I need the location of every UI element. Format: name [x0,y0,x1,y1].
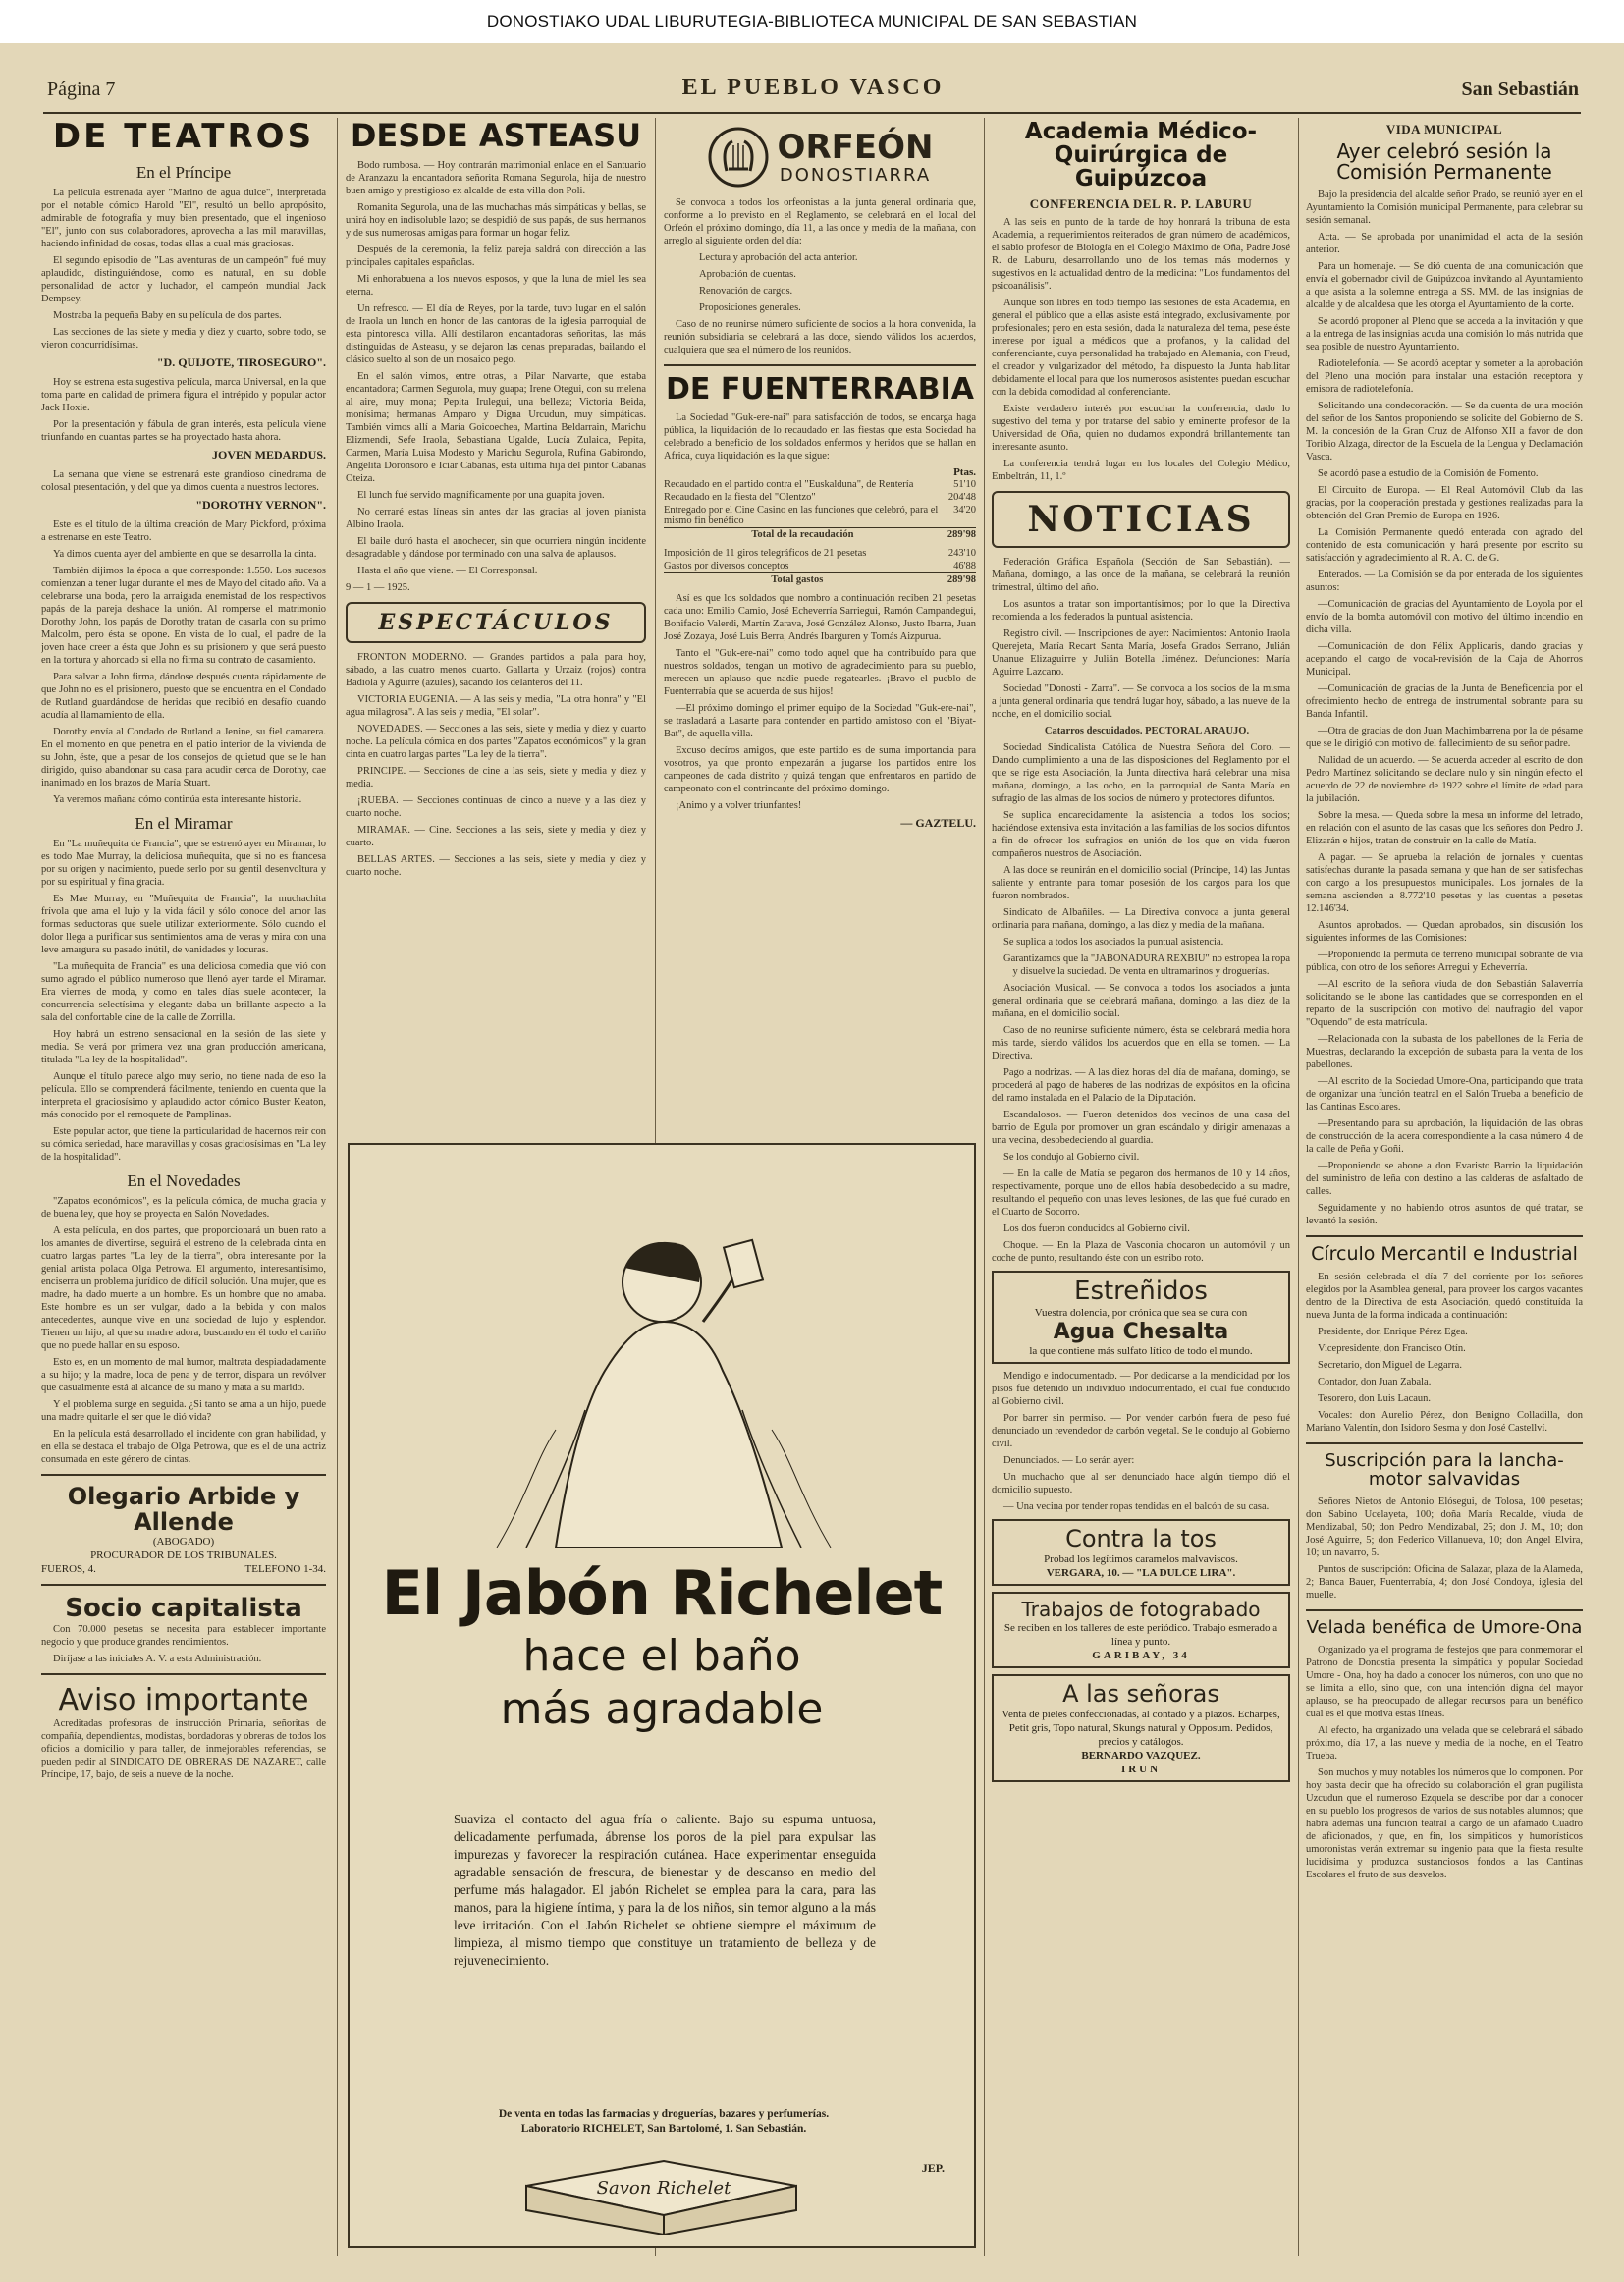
paragraph: —Relacionada con la subasta de los pabellones de la Feria de Muestras, declarando la excepción de subasta para la venta de los pabellones. [1306,1034,1583,1070]
paragraph: Vocales: don Aurelio Pérez, don Benigno Colladilla, don Mariano Valentín, don Isidoro Sesma y don José Castellví. [1306,1409,1583,1434]
notice-ad [41,1683,326,1781]
paragraph: Enterados. — La Comisión se da por enterada de los siguientes asuntos: [1306,570,1583,593]
paragraph: El baile duró hasta el anochecer, sin que ocurriera ningún incidente desagradable y dándose por terminado con una salva de aplausos. [346,535,646,560]
section-title: DESDE ASTEASU [350,118,642,154]
agenda-item: Aprobación de cuentas. [699,269,796,280]
paragraph: —El próximo domingo el primer equipo de la Sociedad "Guk-ere-nai", se trasladará a Lasarte para contender en partido amistoso con el "Biyat-Bat", de aquella villa. [664,702,976,739]
table-total: Total de la recaudación 289'98 [664,527,976,541]
news-item: Catarros descuidados. PECTORAL ARAUJO. [1044,726,1250,737]
news-item: — En la calle de Matía se pegaron dos hermanos de 10 y 14 años, respectivamente, porque uno de ellos había desobedecido a su madre, resultando el pequeño con unas leves lesiones, de las que fué curado en el Cuarto de Socorro. [992,1168,1290,1219]
paragraph: Un refresco. — El día de Reyes, por la tarde, tuvo lugar en el salón de Iraola un lunch en honor de las cantoras de la iglesia parroquial de esta pintoresca villa. Allí destilaron encantadoras señoritas, las más distinguidas de Asteasu, y se dejaron las cenas preparadas, bailando el clásico suelto al son de un mosaico pego. [346,302,646,365]
paragraph: A pagar. — Se aprueba la relación de jornales y cuentas satisfechas durante la pasada semana y que han de ser satisfechas con cargo a los presupuestos municipales. Los jornales de la semana ascienden a 8.772'10 pesetas y las cuentas a pesetas 12.146'34. [1306,852,1583,914]
paragraph: Este es el título de la última creación de Mary Pickford, próxima a estrenarse en este Teatro. [41,518,326,543]
paragraph: Radiotelefonía. — Se acordó aceptar y someter a la aprobación del Pleno una moción para instalar una estación receptora y emisora de radiotelefonía. [1306,358,1583,395]
paragraph: Al efecto, ha organizado una velada que se celebrará el sábado próximo, día 17, a las nueve y media de la noche, en el Teatro Trueba. [1306,1724,1583,1762]
ad-headline: El Jabón Richelet [381,1557,943,1629]
ad-phone: TELEFONO 1-34. [244,1563,326,1576]
paragraph: Mostraba la pequeña Baby en su película de dos partes. [53,309,282,321]
furs-ad [992,1674,1290,1782]
paragraph: En el salón vimos, entre otras, a Pilar Narvarte, que estaba encantadora; Carmen Segurola, muy guapa; Irene Otegui, con su melena al aire, muy mona; Pepita Irulegui, una belleza; Victoria Beida, monísima; hermanas Amparo y Digna Urcudun, muy simpáticas. También vimos allí a María Goicoechea, Martina Beldarrain, Marichu Elizmendi, Sefe Iraola, Sebastiana Ugalde, Lucía Zulaica, Pepita, Carmen, María Luisa Modesto y Marichu Segurola, Rufina Gabirondo, Angelita Doronsoro e Iciar Cabanas, esta última hija del pintor Cabanas Oteiza. [346,370,646,484]
ad-title: Contra la tos [1065,1525,1217,1553]
news-item: Se los condujo al Gobierno civil. [1003,1152,1140,1164]
orfeon-subname: DONOSTIARRA [779,164,932,186]
section-title: Ayer celebró sesión la Comisión Permanente [1336,139,1552,184]
listing: MIRAMAR. — Cine. Secciones a las seis, siete y media y diez y cuarto. [346,824,646,848]
listing: FRONTON MODERNO. — Grandes partidos a pala para hoy, sábado, a las cuatro menos cuarto. Gallarta y Urzaiz (rojos) contra Badiola y Aguirre (azules), sacando los delanteros del 11. [346,651,646,688]
paragraph: El segundo episodio de "Las aventuras de un campeón" fué muy aplaudido, distinguiéndose, como es natural, en su doble personalidad de actor y luchador, el campeón mundial Jack Dempsey. [41,254,326,304]
ad-title: Trabajos de fotograbado [1021,1598,1261,1622]
column-noticias [992,118,1290,2256]
paragraph: En "La muñequita de Francia", que se estrenó ayer en Miramar, lo es todo Mae Murray, la deliciosa muñequita, que si no es francesa por su origen y nacimiento, puede serlo por su gentil desenvoltura y por su espiritual y fina gracia. [41,838,326,888]
divider [1306,1442,1583,1444]
page-number: Página 7 [47,79,116,100]
paragraph: Son muchos y muy notables los números que lo componen. Por hoy basta decir que ha ofrecido su colaboración el gran pugilista Uzcudun que el numeroso Ezquela se describe por dar a conocer en su pueblo los progresos de varios de sus notables alumnos; que habrá además una función teatral a cargo de un afamado Cuadro de aficionados, y que, en fin, los simpáticos y humorísticos umoronistas verán extremar su ingenio para que la fiesta resulte lucidísima y produzca sustanciosos fondos a las Cantinas Escolares el fruto de sus desvelos. [1306,1766,1583,1880]
soap-advertisement [348,1143,976,2248]
paragraph: Bodo rumbosa. — Hoy contrarán matrimonial enlace en el Santuario de Aranzazu la encantadora señorita Romana Segurola, hija de nuestro buen amigo y prestigioso ex alcalde de esta villa don Poli. [346,159,646,196]
news-item: Garantizamos que la "JABONADURA REXBIU" no estropea la ropa y disuelve la suciedad. De venta en ultramarinos y droguerías. [1003,953,1290,978]
agenda-item: Lectura y aprobación del acta anterior. [699,252,858,263]
ad-text: Venta de pieles confeccionadas, al contado y a plazos. Echarpes, Petit gris, Topo natural, Skungs natural y Opposum. Pedidos, precios y catálogos. [1001,1709,1280,1749]
soap-box-illustration [516,2156,801,2235]
column-divider [984,118,985,2256]
table-row: Recaudado en la fiesta del "Olentzo" 204'48 [664,491,976,503]
ad-subhead: más agradable [500,1684,824,1734]
paragraph: Tanto el "Guk-ere-nai" como todo aquel que ha contribuído para que nuestros soldados, tengan un motivo de agradecimiento para su pueblo, merecen un aplauso que nadie puede regatearles. ¡Bravo el pueblo de Fuenterrabía que se acuerda de sus hijos! [664,647,976,697]
lyre-icon [707,126,770,189]
masthead-rule [43,112,1581,114]
lawyer-ad [41,1484,326,1577]
column-asteasu [346,118,646,1129]
ad-title: Socio capitalista [65,1594,302,1624]
section-title: DE TEATROS [52,118,315,156]
ad-line: PROCURADOR DE LOS TRIBUNALES. [90,1549,277,1562]
paragraph: Hoy se estrena esta sugestiva película, marca Universal, en la que toma parte en calidad de primera figura el intrépido y popular actor Jack Hoxie. [41,376,326,413]
paragraph: El Circuito de Europa. — El Real Automóvil Club da las gracias, por la cooperación prestada y gestiones realizadas para la obtención del Gran Premio de Europa en 1926. [1306,485,1583,521]
divider [41,1673,326,1675]
paragraph: Sobre la mesa. — Queda sobre la mesa un informe del letrado, en relación con el asunto de las casas que los señores don Pedro J. Elizarán e hijos, tratan de construir en la calle de Matía. [1306,810,1583,846]
news-item: Denunciados. — Lo serán ayer: [1003,1455,1135,1467]
paragraph: Después de la ceremonia, la feliz pareja saldrá con dirección a las principales capitales españolas. [346,244,646,268]
section-title: Velada benéfica de Umore-Ona [1306,1616,1583,1638]
paragraph: Para salvar a John firma, dándose después cuenta rápidamente de que John no es el prisionero, puesto que se encuentra en el Condado de Rutland guardándose de heridas que recibió en desafío cuando acudía al llamamiento de ella. [41,671,326,721]
signature: "DOROTHY VERNON". [195,497,326,512]
paragraph: Aunque son libres en todo tiempo las sesiones de esta Academia, en general el público que a ellas asiste está integrado, exclusivamente, por profesionales; pero en esta sesión, dada la naturaleza del tema, pese éste interese por igual a médicos que a profanos, y la calidad del conferenciante, cuya personalidad ha trabajado en Alemania, con Freud, el creador y vulgarizador del método, ha dispuesto la Junta habilitar debidamente el local para que los numerosos asistentes puedan escuchar con la debida comodidad al conferenciante. [992,298,1290,399]
paragraph: Secretario, don Miguel de Legarra. [1318,1359,1462,1371]
column-teatros [41,118,326,2256]
ad-address: GARIBAY, 34 [1092,1650,1190,1662]
ad-title: Estreñidos [1074,1277,1208,1307]
ad-brand [350,1557,974,1736]
news-item: Choque. — En la Plaza de Vasconia chocaron un automóvil y un coche de punto, resultando éste con un estribo roto. [992,1240,1290,1265]
ad-text: Se reciben en los talleres de este periódico. Trabajo esmerado a línea y punto. [1003,1622,1278,1649]
news-item: Registro civil. — Inscripciones de ayer: Nacimientos: Antonio Iraola Querejeta, María Recart Santa María, Josefa Grados Serrano, Julián Unanue Elizaguirre y Julián Botella Jiménez. Defunciones: María Aguirre Lazcano. [992,628,1290,679]
paragraph: "La muñequita de Francia" es una deliciosa comedia que vió con sumo agrado el público numeroso que llenó ayer tarde el Miramar. Era viernes de moda, y como en tales días suele acontecer, la concurrencia selectísima y elegante daba un brillante aspecto a la sala del confortable cine de la calle de Zorrilla. [41,960,326,1023]
paragraph: Se acordó pase a estudio de la Comisión de Fomento. [1318,468,1539,479]
paragraph: A las seis en punto de la tarde de hoy honrará la tribuna de esta Academia, a requerimientos reiterados de gran número de académicos, el sabio profesor de Biología en el Colegio Máximo de Oña, Padre José R. de Laburu, desarrollando uno de los temas más modernos y sugestivos en la actualidad dentro de la medicina: "Los fundamentos del psicoanálisis". [992,217,1290,293]
section-subtitle: CONFERENCIA DEL R. P. LABURU [1029,196,1253,212]
paragraph: Hoy habrá un estreno sensacional en la sesión de las siete y media. Se verá por primera vez una gran producción americana, titulada "La ley de la hospitalidad". [41,1028,326,1065]
paragraph: Existe verdadero interés por escuchar la conferencia, dado lo sugestivo del tema y por tratarse del sabio y eminente profesor de la Universidad de Oña, quien no dudamos expondrá brillantemente tan interesante asunto. [992,404,1290,454]
table-row: Imposición de 11 giros telegráficos de 21 pesetas 243'10 [664,547,976,559]
agenda-item: Proposiciones generales. [699,302,801,313]
paragraph: Por la presentación y fábula de gran interés, esta película viene triunfando en cuantas partes se ha proyectado hasta ahora. [41,418,326,443]
section-kicker: VIDA MUNICIPAL [1385,122,1503,136]
ad-copy: Suaviza el contacto del agua fría o caliente. Bajo su espuma untuosa, delicadamente perfumada, ábrense los poros de la piel para expulsar las impurezas y favorecer la respiración cutánea. Hace experimentar enseguida agradable sensación de frescura, de bienestar y de descanso en medio del perfume más halagador. El jabón Richelet se emplea para la cara, para las manos, para la higiene íntima, y para la de los niños, sin temor alguno a la más leve irritación. Con el Jabón Richelet se obtiene siempre el máximum de limpieza, al mismo tiempo que constituye un tratamiento de belleza y de rejuvenecimiento. [454,1812,876,1968]
subsection-title: En el Miramar [135,813,233,833]
archive-header [0,0,1624,43]
paragraph: —Proponiendo la permuta de terreno municipal sobrante de vía pública, con otro de los señores Arregui y Echeverría. [1306,950,1583,973]
paragraph: En la película está desarrollado el incidente con gran habilidad, y en ella se destaca el trabajo de Olga Petrowa, que es el de una actriz consumada en este género de cintas. [41,1428,326,1465]
section-title: Academia Médico-Quirúrgica de Guipúzcoa [1024,119,1258,192]
paragraph: Hasta el año que viene. — El Corresponsal. [357,565,538,576]
paragraph: Excuso decíros amigos, que este partido es de suma importancia para vosotros, ya que pronto empezarán a jugarse los partidos entre los campeones de cada distrito y quizá tengan que enfrentaros en partido de campeonato con el contrincante del próximo domingo. [664,744,976,794]
divider [1306,1235,1583,1237]
subsection-title: En el Príncipe [135,162,232,182]
cough-ad [992,1519,1290,1586]
news-item: Los dos fueron conducidos al Gobierno civil. [1003,1223,1190,1235]
section-title: Círculo Mercantil e Industrial [1311,1243,1578,1265]
news-item: Escandalosos. — Fueron detenidos dos vecinos de una casa del barrio de Egula por promover un gran escándalo y dirigir amenazas a una vecina, desobedeciendo al guardia. [992,1110,1290,1147]
paragraph: Nulidad de un acuerdo. — Se acuerda acceder al escrito de don Pedro Martínez solicitando se declare nulo y sin ningún efecto el acuerdo de 22 de noviembre de 1922 sobre el límite de edad para la jubilación. [1306,755,1583,804]
archive-title: DONOSTIAKO UDAL LIBURUTEGIA-BIBLIOTECA MUNICIPAL DE SAN SEBASTIAN [486,12,1138,30]
listing: PRINCIPE. — Secciones de cine a las seis, siete y media y diez y media. [346,765,646,789]
paragraph: Presidente, don Enrique Pérez Egea. [1318,1326,1468,1337]
news-item: Se suplica a todos los asociados la puntual asistencia. [1003,937,1224,949]
listing: NOVEDADES. — Secciones a las seis, siete y media y diez y cuarto noche. La película cómica en dos partes "Zapatos económicos" y la gran cinta en cuatro largas partes "La ley de la tierra". [346,723,646,760]
paragraph: Contador, don Juan Zabala. [1318,1376,1432,1387]
section-title: Suscripción para la lancha-motor salvavidas [1325,1449,1564,1490]
paragraph: —Proponiendo se abone a don Evaristo Barrio la liquidación del suministro de leña con destino a las calderas de asfaltado de calles. [1306,1161,1583,1197]
expense-table [664,547,976,586]
divider [41,1584,326,1586]
dateline: 9 — 1 — 1925. [346,581,410,593]
ad-text: la que contiene más sulfato lítico de todo el mundo. [1029,1345,1253,1358]
column-divider [1298,118,1299,2256]
news-item: Pago a nodrizas. — A las diez horas del día de mañana, domingo, se procederá al pago de haberes de las nodrizas de expósitos en la oficina del ramo instalada en el Palacio de la Diputación. [992,1067,1290,1105]
ad-footer: De venta en todas las farmacias y droguerías, bazares y perfumerías. Laboratorio RICHELET, San Bartolomé, 1. San Sebastián. [498,2108,830,2135]
table-row: Gastos por diversos conceptos 46'88 [664,560,976,571]
chesalta-ad [992,1271,1290,1364]
paragraph: Se acordó proponer al Pleno que se acceda a la invitación y que a la entrega de las insignias acuda una comisión lo más nutrida que sea posible de nuestro Ayuntamiento. [1306,316,1583,353]
agenda-item: Renovación de cargos. [699,286,793,297]
listing: VICTORIA EUGENIA. — A las seis y media, "La otra honra" y "El agua milagrosa". A las seis y media, "El solar". [346,693,646,718]
illustrator-signature: JEP. [921,2161,945,2175]
paragraph: Este popular actor, que tiene la particularidad de hacernos reir con su cómica seriedad, hace maravillas y cosas graciosísimas en "La ley de la hospitalidad". [41,1125,326,1163]
ad-name: Olegario Arbide y Allende [67,1482,300,1537]
ad-text: Acreditadas profesoras de instrucción Primaria, señoritas de compañía, dependientas, modistas, bordadoras y obreras de todos los oficios a domicilio y para taller, de inmejorables referencias, se pueden pedir al SINDICATO DE OBRERAS DE NAZARET, calle Príncipe, 17, bajo, de seis a nueve de la noche. [41,1718,326,1781]
paragraph: Es Mae Murray, en "Muñequita de Francia", la muchachita frívola que ama el lujo y la vida fácil y sólo conoce del amor las formas seductoras que suele utilizar exteriormente. Sólo cuando el dolor llega a purificar sus sentimientos ama de veras y mira con una leve amargura su pasado inútil, de vanidades y locuras. [41,893,326,955]
paragraph: Aunque el título parece algo muy serio, no tiene nada de eso la película. Ello se comprenderá fácilmente, teniendo en cuenta que la interpreta el graciosísimo y aplaudido actor cómico Buster Keaton, más conocido por el remoquete de Pamplinas. [41,1070,326,1120]
espectaculos-logo: ESPECTÁCULOS [346,602,646,643]
news-item: Un muchacho que al ser denunciado hace algún tiempo dió el domicilio supuesto. [992,1472,1290,1496]
paragraph: Asuntos aprobados. — Quedan aprobados, sin discusión los siguientes informes de las Comisiones: [1306,920,1583,944]
news-item: Se suplica encarecidamente la asistencia a todos los socios; haciéndose extensiva esta invitación a las familias de los socios difuntos a fin de ofrecer los sufragios en unión de los que en vida fueron compañeros nuestros de Asociación. [992,810,1290,860]
paragraph: Romanita Segurola, una de las muchachas más simpáticas y bellas, se unirá hoy en indisoluble lazo; se despidió de sus papás, de sus hermanos y de sus numerosas amigas para formar un hogar feliz. [346,201,646,239]
table-total: Total gastos 289'98 [664,572,976,586]
ad-address: FUEROS, 4. [41,1563,96,1576]
paragraph: —Comunicación de gracias del Ayuntamiento de Loyola por el envío de la bomba automóvil con motivo del último incendio en dicha villa. [1306,599,1583,635]
orfeon-logo [664,126,976,189]
soap-label: Savon Richelet [596,2178,731,2199]
table-row: Entregado por el Cine Casino en las funciones que celebró, para el mismo fin benéfico 34'20 [664,504,976,526]
paragraph: El lunch fué servido magníficamente por una guapita joven. [357,489,605,501]
paragraph: Esto es, en un momento de mal humor, maltrata despiadadamente a su hijo; y la madre, loca de pena y de terror, dispara un revólver que casualmente está al alcance de su mano y mata a su marido. [41,1356,326,1393]
ad-text: Probad los legítimos caramelos malvaviscos. [1044,1553,1238,1566]
paragraph: También dijimos la época a que corresponde: 1.550. Los sucesos comienzan a tener lugar durante el mes de Mayo del citado año. Va a celebrarse una boda, pero la arraigada enemistad de los respectivos papás de la pareja deshace la unión. Al romperse el matrimonio Dorothy John, los papás de Dorothy tratan de casarla con su primo Malcolm, pero ésta se opone. En vista de lo cual, el padre de la joven hace creer a ésta que John es su prisionero y que será puesto en la tortura y ahorcado si ella no firma su contrato de casamiento. [41,565,326,666]
paragraph: La Sociedad "Guk-ere-nai" para satisfacción de todos, se encarga haga pública, la liquidación de lo recaudado en las fiestas que esta Sociedad ha celebrado a beneficio de los soldados enfermos y heridos que se hallan en Africa, cuya liquidación es la que sigue: [664,411,976,462]
paragraph: Solicitando una condecoración. — Se da cuenta de una moción del señor de los Santos proponiendo se solicite del Gobierno de S. M. la concesión de la Gran Cruz de Alfonso XII a favor de don Toribio Alzaga, director de la Escuela de la Lengua y Declamación Vasca. [1306,401,1583,462]
paragraph: Señores Nietos de Antonio Elósegui, de Tolosa, 100 pesetas; don Sabino Ucelayeta, 100; doña María Recalde, viuda de Mendizabal, 50; don Pedro Mendizabal, 25; don J. M., 10; don José Aguirre, 5; don Federico Villanueva, 10; don Angel Elvira, 10; un navarro, 5. [1306,1495,1583,1558]
news-item: Los asuntos a tratar son importantísimos; por lo que la Directiva recomienda a los federados la puntual asistencia. [992,599,1290,624]
paragraph: —Otra de gracias de don Juan Machimbarrena por la de pésame que se le dirigió con motivo del fallecimiento de su señor padre. [1306,726,1583,749]
news-item: Federación Gráfica Española (Sección de San Sebastián). — Mañana, domingo, a las once de la mañana, se celebrará la reunión trimestral, último del año. [992,557,1290,594]
newspaper-page [0,43,1624,2282]
income-table [664,478,976,541]
column-orfeon [664,118,976,1129]
ad-title: Aviso importante [58,1683,309,1718]
paragraph: La película estrenada ayer "Marino de agua dulce", interpretada por el notable cómico Harold "El", resultó un bello apropósito, admirable de fotografía y muy bien presentado, que el ingenioso "El", junto con sus colaboradores, aprovecha a las mil maravillas, haciendo infinidad de cosas, todas ellas a cual más graciosas. [41,187,326,249]
paragraph: Bajo la presidencia del alcalde señor Prado, se reunió ayer en el Ayuntamiento la Comisión municipal Permanente, para celebrar su sesión semanal. [1306,190,1583,226]
ad-text: Diríjase a las iniciales A. V. a esta Administración. [53,1654,262,1665]
section-title: DE FUENTERRABIA [666,372,974,407]
signature: JOVEN MEDARDUS. [211,447,326,462]
paragraph: —Comunicación de gracias de la Junta de Beneficencia por el ofrecimiento hecho de entrega de instrumental sobrante para su Banda Infantil. [1306,683,1583,720]
paragraph: A esta película, en dos partes, que proporcionará un buen rato a los amantes de divertirse, seguirá el estreno de la celebrada cinta en cuatro largas partes "La ley de la tierra", obra interesante por la genial artista polaca Olga Petrowa. El argumento, interesantísimo, enciserra un problema jurídico de difícil solución. Una mujer, que es madre, ha dado muerte a un hombre. Es un hombre que no amaba. Este hombre es un ser vulgar, dado a la bebida y con malos antecedentes, aunque vive en una sociedad de lujo y esplendor. Tienen un hijo, al que su madre adora, buscando en él todo el cariño que no puede hallar en su esposo. [41,1224,326,1351]
listing: ¡RUEBA. — Secciones continuas de cinco a nueve y a las diez y cuarto noche. [346,794,646,819]
news-item: Mendigo e indocumentado. — Por dedicarse a la mendicidad por los pisos fué detenido un individuo indocumentado, el cual fué conducido al Gobierno civil. [992,1371,1290,1408]
signature: "D. QUIJOTE, TIROSEGURO". [156,354,326,369]
paragraph: Vicepresidente, don Francisco Otín. [1318,1342,1466,1354]
city-name: San Sebastián [1461,79,1579,100]
paragraph: Seguidamente y no habiendo otros asuntos de qué tratar, se levantó la sesión. [1306,1203,1583,1226]
news-item: Sindicato de Albañiles. — La Directiva convoca a junta general ordinaria para mañana, domingo, a las diez y media de la mañana. [992,907,1290,932]
divider [41,1474,326,1476]
ad-product: Agua Chesalta [1053,1320,1229,1345]
listing: BELLAS ARTES. — Secciones a las seis, siete y media y diez y cuarto noche. [346,853,646,878]
paragraph: Tesorero, don Luis Lacaun. [1318,1392,1432,1404]
ad-signature: BERNARDO VAZQUEZ. [1081,1750,1201,1763]
table-row: Recaudado en el partido contra el "Euskalduna", de Rentería 51'10 [664,478,976,490]
paragraph: Caso de no reunirse número suficiente de socios a la hora convenida, la reunión subsidiaria se celebrará a las doce, siendo válidos los acuerdos, cualquiera que sea el número de los reunidos. [664,319,976,355]
subsection-title: En el Novedades [127,1170,241,1190]
ad-subhead: hace el baño [522,1631,801,1681]
paragraph: —Comunicación de don Félix Applicaris, dando gracias y aceptando el cargo de vocal-revisión de la Caja de Ahorros Municipal. [1306,641,1583,678]
paragraph: No cerraré estas líneas sin antes dar las gracias al joven pianista Albino Iraola. [346,506,646,530]
paragraph: —Al escrito de la señora viuda de don Sebastián Salaverría solicitando se le abone las cantidades que se corresponden en el reparto de la suscripción con motivo del naufragio del vapor "Oquendo" de esta matrícula. [1306,979,1583,1028]
ad-title: A las señoras [1062,1680,1219,1709]
newspaper-title: EL PUEBLO VASCO [681,75,945,100]
paragraph: Ya veremos mañana cómo continúa esta interesante historia. [53,793,302,805]
paragraph: Se convoca a todos los orfeonistas a la junta general ordinaria que, conforme a lo previsto en el Reglamento, se celebrará en el local del Orfeón el próximo domingo, día 11, a las once y media de la mañana, con arreglo al siguiente orden del día: [664,197,976,246]
news-item: — Una vecina por tender ropas tendidas en el balcón de su casa. [1003,1501,1270,1513]
ad-text: Con 70.000 pesetas se necesita para establecer importante negocio y que produce grandes rendimientos. [41,1624,326,1649]
divider [1306,1609,1583,1611]
news-item: Asociación Musical. — Se convoca a todos los asociados a junta general ordinaria que se celebrará mañana, domingo, a las diez de la mañana, en el domicilio social. [992,983,1290,1020]
currency-header: Ptas. [953,465,976,478]
paragraph: —Presentando para su aprobación, la liquidación de las obras de construcción de la acera correspondiente a la casa número 4 de la calle de Peña y Goñi. [1306,1118,1583,1155]
ad-role: (ABOGADO) [152,1536,215,1548]
engraving-ad [992,1592,1290,1668]
paragraph: La semana que viene se estrenará este grandioso cinedrama de colosal presentación, y del que ya dimos cuenta a nuestros lectores. [41,468,326,493]
orfeon-name: ORFEÓN [777,127,934,167]
paragraph: Puntos de suscripción: Oficina de Salazar, plaza de la Alameda, 2; Banca Bauer, Fuenterrabía, 4; don José Condoya, iglesia del muelle. [1306,1563,1583,1601]
paragraph: La conferencia tendrá lugar en los locales del Colegio Médico, Embeltrán, 11, 1.º [992,459,1290,483]
paragraph: ¡Animo y a volver triunfantes! [676,799,802,811]
bathing-woman-illustration [408,1174,919,1557]
paragraph: —Al escrito de la Sociedad Umore-Ona, participando que trata de organizar una función teatral en el Salón Trueba a beneficio de las Cantinas Escolares. [1306,1076,1583,1113]
paragraph: En sesión celebrada el día 7 del corriente por los señores elegidos por la Asamblea general, para proveer los cargos vacantes dentro de la Directiva de esta Asociación, quedó constituída la nueva Junta de la forma indicada a continuación: [1306,1271,1583,1321]
ad-text: Vuestra dolencia, por crónica que sea se cura con [1034,1307,1248,1320]
masthead [47,73,1579,108]
paragraph: Las secciones de las siete y media y diez y cuarto, sobre todo, se vieron concurridísimas. [41,326,326,351]
ad-city: IRUN [1120,1764,1162,1776]
investor-ad [41,1594,326,1665]
signature: — GAZTELU. [900,815,976,830]
news-item: Por barrer sin permiso. — Por vender carbón fuera de peso fué denunciado un revendedor de carbón vegetal. Se le condujo al Gobierno civil. [992,1413,1290,1450]
column-municipal [1306,118,1583,2256]
paragraph: Organizado ya el programa de festejos que para conmemorar el Patrono de Donostia presenta la simpática y popular Sociedad Umore - Ona, hoy ha dado a conocer los números, con uno que no se limita a ello, sino que, con una intención digna del mayor aplauso, se ha preocupado de allegar recursos para un benéfico cual es el que motiva estas líneas. [1306,1644,1583,1719]
news-item: Caso de no reunirse suficiente número, ésta se celebrará media hora más tarde, siendo válidos los acuerdos que en ella se tomen. — La Directiva. [992,1025,1290,1062]
noticias-logo: NOTICIAS [992,491,1290,548]
news-item: A las doce se reunirán en el domicilio social (Príncipe, 14) las Juntas saliente y entrante para tomar posesión de los cargos para los que fueron nombrados. [992,865,1290,902]
paragraph: Acta. — Se aprobada por unanimidad el acta de la sesión anterior. [1306,232,1583,255]
paragraph: Para un homenaje. — Se dió cuenta de una comunicación que envía el gobernador civil de Guipúzcoa invitando al Ayuntamiento a que asista a la solemne entrega a SS. MM. de las insignias de alcalde y de alcaldesa que les otorga el Ayuntamiento de la corte. [1306,261,1583,310]
paragraph: Ya dimos cuenta ayer del ambiente en que se desarrolla la cinta. [53,548,317,560]
column-divider [337,118,338,2256]
paragraph: La Comisión Permanente quedó enterada con agrado del contenido de esta comunicación y hará presente por escrito su satisfacción y agradecimiento al R. A. C. de G. [1306,527,1583,564]
paragraph: Y el problema surge en seguida. ¿Si tanto se ama a un hijo, puede una madre quitarle el ser que le dió vida? [41,1398,326,1423]
paragraph: Así es que los soldados que nombro a continuación reciben 21 pesetas cada uno: Emilio Camio, José Echeverría Sarriegui, Ramón Campandegui, Bonifacio Valerdi, Martín Zarava, José González Alonso, Justo Ibarra, Juan José Zozaya, José Luis Berra, Andrés Ibarguren y Tomás Aizpurua. [664,592,976,642]
paragraph: Dorothy envía al Condado de Rutland a Jenine, su fiel camarera. En el momento en que penetra en el patio interior de la vivienda de su John, éste, que a pesar de los consejos de quietud que se le han dirigido, quiso abandonar su casa para acudir cerca de Dorothy, cae inanimado en los brazos de María Stuart. [41,726,326,788]
paragraph: "Zapatos económicos", es la película cómica, de mucha gracia y de buena ley, que hoy se proyecta en Salón Novedades. [41,1195,326,1220]
news-item: Sociedad Sindicalista Católica de Nuestra Señora del Coro. — Dando cumplimiento a una de las disposiciones del Reglamento por el que se rige esta Asociación, la Junta directiva hará celebrar una misa mañana, domingo, a las ocho, en la parroquial de Santa María en sufragio de las almas de los socios de número y protectores difuntos. [992,742,1290,805]
news-item: Sociedad "Donosti - Zarra". — Se convoca a los socios de la misma a junta general ordinaria que tendrá lugar hoy, sábado, a las nueve de la noche, en el domicilio social. [992,683,1290,721]
divider [664,364,976,366]
paragraph: Mi enhorabuena a los nuevos esposos, y que la luna de miel les sea eterna. [346,273,646,298]
ad-address: VERGARA, 10. — "LA DULCE LIRA". [1046,1567,1236,1580]
